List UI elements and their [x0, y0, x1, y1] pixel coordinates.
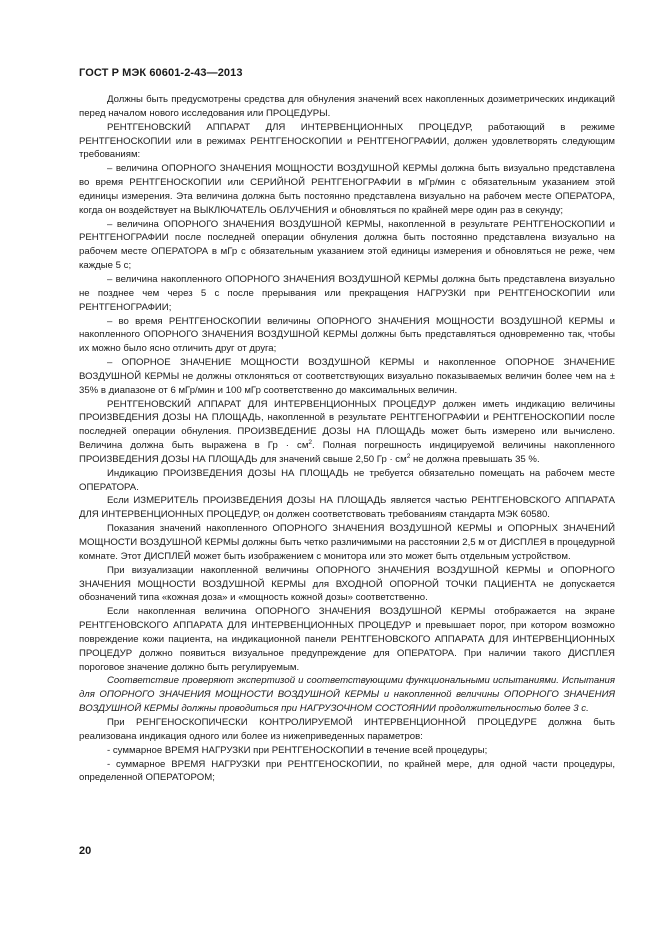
paragraph-dose-area-product — [79, 398, 615, 467]
paragraph: Если ИЗМЕРИТЕЛЬ ПРОИЗВЕДЕНИЯ ДОЗЫ НА ПЛОЩАДЬ является частью РЕНТГЕНОВСКОГО АППАРАТА ДЛЯ ИНТЕРВЕНЦИОННЫХ ПРОЦЕДУР, он должен соответствовать требованиям стандарта МЭК 60580. — [79, 495, 615, 521]
paragraph: При РЕНГЕНОСКОПИЧЕСКИ КОНТРОЛИРУЕМОЙ ИНТЕРВЕНЦИОННОЙ ПРОЦЕДУРЕ должна быть реализована индикация одного или более из нижеприведенных параметров: — [79, 716, 615, 742]
paragraph: – величина ОПОРНОГО ЗНАЧЕНИЯ МОЩНОСТИ ВОЗДУШНОЙ КЕРМЫ должна быть визуально представлена во время РЕНТГЕНОСКОПИИ или СЕРИЙНОЙ РЕНТГЕНОГРАФИИ в мГр/мин с обязательным указанием этой единицы измерения. Эта величина должна быть постоянно представлена визуально на рабочем месте ОПЕРАТОРА, когда он воздействует на ВЫКЛЮЧАТЕЛЬ ОБЛУЧЕНИЯ и обновляться по крайней мере один раз в секунду; — [79, 163, 615, 216]
document-header: ГОСТ Р МЭК 60601-2-43—2013 — [79, 67, 243, 79]
superscript: 2 — [308, 438, 313, 446]
paragraph: Индикацию ПРОИЗВЕДЕНИЯ ДОЗЫ НА ПЛОЩАДЬ не требуется обязательно помещать на рабочем месте ОПЕРАТОРА. — [79, 467, 615, 493]
paragraph: РЕНТГЕНОВСКИЙ АППАРАТ ДЛЯ ИНТЕРВЕНЦИОННЫХ ПРОЦЕДУР, работающий в режиме РЕНТГЕНОСКОПИИ или в режимах РЕНТГЕНОСКОПИИ и РЕНТГЕНОГРАФИИ, должен удовлетворять следующим требованиям: — [79, 121, 615, 161]
paragraph: – величина ОПОРНОГО ЗНАЧЕНИЯ ВОЗДУШНОЙ КЕРМЫ, накопленной в результате РЕНТГЕНОСКОПИИ и РЕНТГЕНОГРАФИИ после последней операции обнуления должна быть постоянно представлена визуально на рабочем месте ОПЕРАТОРА в мГр с обязательным указанием этой единицы измерения и обновляться не реже, чем каждые 5 с; — [79, 218, 615, 272]
paragraph: – ОПОРНОЕ ЗНАЧЕНИЕ МОЩНОСТИ ВОЗДУШНОЙ КЕРМЫ и накопленное ОПОРНОЕ ЗНАЧЕНИЕ ВОЗДУШНОЙ КЕРМЫ не должны отклоняться от соответствующих визуально показываемых величин более чем на ± 35% в диапазоне от 6 мГр/мин и 100 мГр соответственно до максимальных величин. — [79, 357, 615, 396]
text-run: . Полная погрешность индицируемой величины накопленного ПРОИЗВЕДЕНИЯ ДОЗЫ НА ПЛОЩАДЬ для значений свыше 2,50 Гр · см — [79, 440, 615, 465]
paragraph: – величина накопленного ОПОРНОГО ЗНАЧЕНИЯ ВОЗДУШНОЙ КЕРМЫ должна быть представлена визуально не позднее чем через 5 с после прерывания или прекращения НАГРУЗКИ при РЕНТГЕНОСКОПИИ или РЕНТГЕНОГРАФИИ; — [79, 273, 615, 313]
paragraph: Если накопленная величина ОПОРНОГО ЗНАЧЕНИЯ ВОЗДУШНОЙ КЕРМЫ отображается на экране РЕНТГЕНОВСКОГО АППАРАТА ДЛЯ ИНТЕРВЕНЦИОННЫХ ПРОЦЕДУР и превышает порог, при котором возможно повреждение кожи пациента, на индикационной панели РЕНТГЕНОВСКОГО АППАРАТА ДЛЯ ИНТЕРВЕНЦИОННЫХ ПРОЦЕДУР должно появиться визуальное предупреждение для ОПЕРАТОРА. При наличии такого ДИСПЛЕЯ пороговое значение должно быть регулируемым. — [79, 606, 615, 673]
page-number: 20 — [79, 845, 92, 857]
paragraph: При визуализации накопленной величины ОПОРНОГО ЗНАЧЕНИЯ ВОЗДУШНОЙ КЕРМЫ и ОПОРНОГО ЗНАЧЕНИЯ МОЩНОСТИ ВОЗДУШНОЙ КЕРМЫ для ВХОДНОЙ ОПОРНОЙ ТОЧКИ ПАЦИЕНТА не допускается обозначений типа «кожная доза» и «мощность кожной дозы» соответственно. — [79, 564, 615, 604]
superscript: 2 — [406, 452, 411, 460]
paragraph: Должны быть предусмотрены средства для обнуления значений всех накопленных дозиметрических индикаций перед началом нового исследования или ПРОЦЕДУРЫ. — [79, 94, 615, 119]
compliance-note: Соответствие проверяют экспертизой и соответствующими функциональными испытаниями. Испытания для ОПОРНОГО ЗНАЧЕНИЯ МОЩНОСТИ ВОЗДУШНОЙ КЕРМЫ и накопленной величины ОПОРНОГО ЗНАЧЕНИЯ ВОЗДУШНОЙ КЕРМЫ должны проводиться при НАГРУЗОЧНОМ СОСТОЯНИИ продолжительностью более 3 с. — [79, 675, 615, 715]
list-item: - суммарное ВРЕМЯ НАГРУЗКИ при РЕНТГЕНОСКОПИИ в течение всей процедуры; — [107, 744, 488, 756]
text-run: РЕНТГЕНОВСКИЙ АППАРАТ ДЛЯ ИНТЕРВЕНЦИОННЫХ ПРОЦЕДУР должен иметь индикацию величины ПРОИЗВЕДЕНИЯ ДОЗЫ НА ПЛОЩАДЬ, накопленной в результате РЕНТГЕНОГРАФИИ и РЕНТГЕНОСКОПИИ после последней операции обнуления. ПРОИЗВЕДЕНИЕ ДОЗЫ НА ПЛОЩАДЬ может быть измерено или вычислено. Величина должна быть выражена в Гр · см — [79, 398, 615, 452]
list-item: - суммарное ВРЕМЯ НАГРУЗКИ при РЕНТГЕНОСКОПИИ, по крайней мере, для одной части процедуры, определенной ОПЕРАТОРОМ; — [79, 758, 615, 784]
paragraph: – во время РЕНТГЕНОСКОПИИ величины ОПОРНОГО ЗНАЧЕНИЯ МОЩНОСТИ ВОЗДУШНОЙ КЕРМЫ и накопленного ОПОРНОГО ЗНАЧЕНИЯ ВОЗДУШНОЙ КЕРМЫ должны быть представляться одновременно так, чтобы их можно было ясно отличить друг от друга; — [79, 315, 615, 355]
document-body — [79, 93, 615, 785]
text-run: не должна превышать 35 %. — [410, 453, 540, 465]
paragraph: Показания значений накопленного ОПОРНОГО ЗНАЧЕНИЯ ВОЗДУШНОЙ КЕРМЫ и ОПОРНЫХ ЗНАЧЕНИЙ МОЩНОСТИ ВОЗДУШНОЙ КЕРМЫ должны быть четко различимыми на расстоянии 2,5 м от ДИСПЛЕЯ в процедурной комнате. Этот ДИСПЛЕЙ может быть изображением с монитора или это может быть отдельным устройством. — [79, 523, 615, 562]
